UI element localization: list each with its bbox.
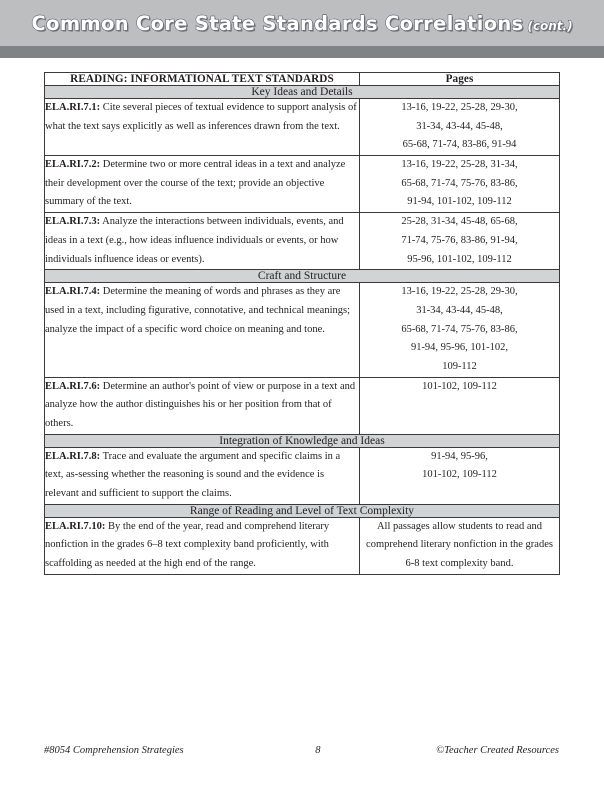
standard-code: ELA.RI.7.1: [45,102,101,113]
pages-cell [360,283,560,377]
page-title-text: Common Core State Standards Correlations [31,11,524,35]
footer-copyright: ©Teacher Created Resources [436,745,559,756]
pages-line: 13-16, 19-22, 25-28, 31-34, [401,159,518,171]
standard-description-cell [45,156,360,213]
pages-line: 101-102, 109-112 [422,380,497,392]
footer-book-title: #8054 Comprehension Strategies [44,745,184,756]
pages-line: 13-16, 19-22, 25-28, 29-30, [401,102,518,113]
pages-cell [360,156,560,213]
section-title-integration-of-knowledge-and-ideas: Integration of Knowledge and Ideas [45,434,560,447]
standard-text: Cite several pieces of textual evidence to support analysis of what the text says explicitly as well as inferences drawn from the text. [45,102,357,132]
standard-description-cell [45,377,360,434]
standard-text: Determine an author's point of view or purpose in a text and analyze how the author distinguishes his or her position from that of others. [45,380,356,429]
page-title [31,12,572,35]
standard-code: ELA.RI.7.4: [45,286,101,298]
standard-description-cell [45,447,360,504]
section-header-row [45,434,560,447]
page-header [0,0,604,46]
standard-code: ELA.RI.7.3: [45,216,101,228]
standard-code: ELA.RI.7.6: [45,380,101,392]
pages-line: 71-74, 75-76, 83-86, 91-94, [401,234,518,246]
table-row [45,156,560,213]
table-row [45,447,560,504]
pages-line: 65-68, 71-74, 75-76, 83-86, [401,323,518,335]
standard-text: Trace and evaluate the argument and specific claims in a text, as-sessing whether the reasoning is sound and the evidence is relevant and sufficient to support the claims. [45,450,341,500]
pages-line: 65-68, 71-74, 83-86, 91-94 [402,139,517,151]
standard-text: Determine two or more central ideas in a text and analyze their development over the course of the text; provide an objective summary of the text. [45,159,346,208]
pages-line: 13-16, 19-22, 25-28, 29-30, [401,286,518,298]
page-footer [44,745,559,756]
standard-code: ELA.RI.7.2: [45,159,101,171]
standard-text: By the end of the year, read and comprehend literary nonfiction in the grades 6–8 text complexity band proficiently, with scaffolding as needed at the high end of the range. [45,520,330,570]
pages-cell [360,377,560,434]
pages-line: 6-8 text complexity band. [405,558,514,570]
section-header-row [45,86,560,99]
table-row [45,283,560,377]
standard-description-cell [45,213,360,270]
table-body [45,73,560,575]
pages-cell [360,213,560,270]
header-rule-bar [0,46,604,58]
section-title-key-ideas-and-details: Key Ideas and Details [45,86,560,99]
standard-description-cell [45,283,360,377]
column-header-pages: Pages [360,73,560,86]
pages-line: 31-34, 43-44, 45-48, [416,304,503,316]
standard-text: Analyze the interactions between individuals, events, and ideas in a text (e.g., how ideas influence individuals or events, or how individuals influence ideas or events). [45,216,344,265]
standard-code: ELA.RI.7.10: [45,520,106,532]
standards-table-container [44,72,559,575]
column-header-standards: READING: INFORMATIONAL TEXT STANDARDS [45,73,360,86]
section-header-row [45,504,560,517]
pages-cell [360,447,560,504]
pages-line: 91-94, 95-96, [431,450,488,462]
standard-description-cell [45,517,360,574]
page-title-continued: (cont.) [527,18,573,33]
section-title-craft-and-structure: Craft and Structure [45,270,560,283]
pages-line: 91-94, 101-102, 109-112 [407,196,512,208]
table-header-row [45,73,560,86]
section-title-range-of-reading-and-level-of-text-complexity: Range of Reading and Level of Text Complexity [45,504,560,517]
standards-correlations-table [44,72,560,575]
pages-line: 65-68, 71-74, 75-76, 83-86, [401,177,518,189]
pages-line: 95-96, 101-102, 109-112 [407,253,512,265]
pages-line: 31-34, 43-44, 45-48, [416,120,503,132]
standard-description-cell [45,99,360,156]
table-row [45,517,560,574]
footer-page-number: 8 [315,745,321,756]
pages-line: All passages allow students to read and [376,520,543,532]
pages-cell [360,99,560,156]
pages-cell [360,517,560,574]
table-row [45,99,560,156]
pages-line: comprehend literary nonfiction in the grades [366,539,553,551]
section-header-row [45,270,560,283]
pages-line: 91-94, 95-96, 101-102, [410,342,509,354]
table-row [45,213,560,270]
standard-code: ELA.RI.7.8: [45,450,101,462]
pages-line: 25-28, 31-34, 45-48, 65-68, [401,216,518,228]
pages-line: 109-112 [442,360,477,372]
pages-line: 101-102, 109-112 [422,469,497,481]
table-row [45,377,560,434]
standard-text: Determine the meaning of words and phrases as they are used in a text, including figurative, connotative, and technical meanings; analyze the impact of a specific word choice on meaning and tone. [45,286,350,335]
